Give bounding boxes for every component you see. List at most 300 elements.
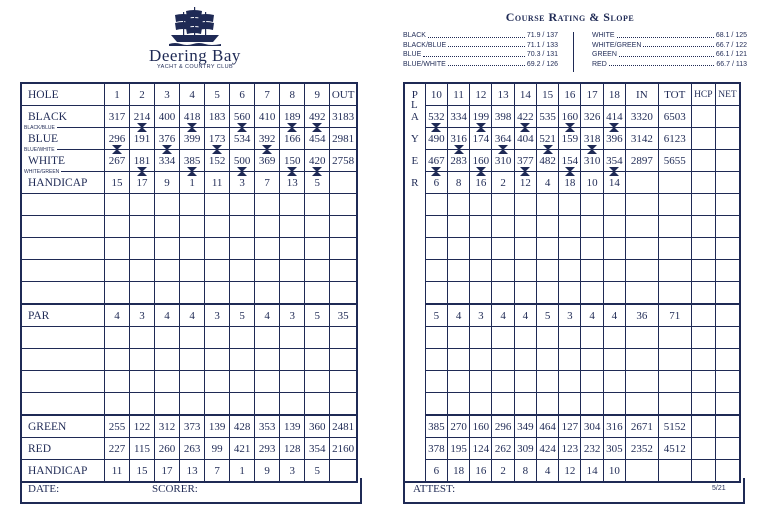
score-cell [130,393,155,416]
cell-value: 4 [500,309,506,322]
row-label [21,83,104,106]
score-cell [658,106,691,128]
cell-value: 3 [139,309,145,322]
cell-value: 400 [158,110,176,123]
cell-value: 6503 [663,110,686,123]
tee-marker-up-icon [312,127,322,132]
cell-value: 5 [239,309,245,322]
player-score-row [21,349,357,371]
cell-value: 420 [308,154,326,167]
rating-row: BLUE 70.3 / 131 [403,51,558,58]
score-cell [155,216,180,238]
score-cell [280,327,305,349]
score-cell [536,83,558,106]
player-letter: A [410,110,419,123]
score-cell [330,83,357,106]
score-cell [330,371,357,393]
score-cell [536,172,558,194]
score-cell [130,216,155,238]
cell-value: 160 [472,420,490,433]
score-cell [255,128,280,150]
score-cell [155,349,180,371]
tee-marker-up-icon [609,127,619,132]
score-cell [104,128,129,150]
score-cell [691,194,715,216]
score-cell [625,83,658,106]
rating-row: GREEN 66.1 / 121 [592,51,747,58]
score-cell [305,216,330,238]
score-cell [180,371,205,393]
cell-value: 14 [586,464,598,477]
score-cell [470,172,492,194]
score-cell [691,216,715,238]
score-cell [470,150,492,172]
cell-value: 500 [233,154,251,167]
score-cell [691,238,715,260]
score-cell [603,327,625,349]
score-cell [305,260,330,282]
score-cell [205,282,230,305]
cell-value: 1 [189,176,195,189]
score-cell [330,260,357,282]
score-cell [603,349,625,371]
rating-title: Course Rating & Slope [505,10,635,24]
cell-value: 521 [539,132,556,145]
cell-value: 17 [161,464,173,477]
cell-value: 9 [314,88,320,101]
score-cell [104,194,129,216]
score-cell [447,128,469,150]
attest-row [403,478,745,504]
cell-value: 9 [164,176,170,189]
cell-value: 318 [583,132,601,145]
cell-value: 399 [183,132,201,145]
cell-value: 191 [133,132,151,145]
cell-value: 13 [286,176,298,189]
score-cell [625,371,658,393]
cell-value: 260 [158,442,176,455]
back-nine-scorecard [403,82,741,483]
score-cell [716,282,741,305]
par-row [404,304,740,327]
score-cell [130,438,155,460]
score-cell [559,106,581,128]
cell-value: 304 [583,420,601,433]
cell-value: 183 [208,110,226,123]
player-score-row [404,393,740,416]
cell-value: 4 [189,309,195,322]
score-cell [470,216,492,238]
score-cell [514,371,536,393]
cell-value: 2352 [630,442,653,455]
score-cell [230,438,255,460]
score-cell [180,172,205,194]
score-cell [205,83,230,106]
score-cell [603,282,625,305]
cell-value: 296 [108,132,126,145]
header-value: P [411,88,418,101]
score-cell [130,260,155,282]
score-cell [691,260,715,282]
header-value: IN [636,88,648,101]
cell-value: 6 [433,464,440,477]
cell-value: 2 [139,88,145,101]
score-cell [603,194,625,216]
score-cell [470,194,492,216]
hole-row [21,83,357,106]
score-cell [305,415,330,438]
score-cell [305,282,330,305]
score-cell [205,327,230,349]
player-column-cell [404,98,425,128]
cell-value: 154 [561,154,579,167]
score-cell [447,216,469,238]
score-cell [514,349,536,371]
player-column-cell [404,327,425,349]
cell-value: 174 [472,132,490,145]
cell-value: 5152 [663,420,686,433]
score-cell [255,282,280,305]
score-cell [514,194,536,216]
cell-value: 5 [214,88,220,101]
cell-value: 3183 [332,110,355,123]
score-cell [447,415,469,438]
score-cell [104,150,129,172]
score-cell [255,194,280,216]
score-cell [716,128,741,150]
version-label: 5/21 [712,485,726,492]
score-cell [104,304,129,327]
player-score-row [404,194,740,216]
score-cell [514,393,536,416]
score-cell [155,150,180,172]
score-cell [255,393,280,416]
cell-value: 4 [544,464,551,477]
score-cell [280,150,305,172]
score-cell [581,106,603,128]
row-label [21,304,104,327]
score-cell [603,150,625,172]
player-column-cell [404,194,425,216]
cell-value: 115 [133,442,151,455]
score-cell [658,260,691,282]
score-cell [104,371,129,393]
score-cell [492,106,514,128]
score-cell [658,393,691,416]
score-cell [470,438,492,460]
score-cell [536,438,558,460]
score-cell [425,216,447,238]
cell-value: 5655 [663,154,686,167]
cell-value: 8 [522,464,529,477]
score-cell [536,106,558,128]
score-cell [470,371,492,393]
score-cell [658,282,691,305]
cell-value: 35 [337,309,349,322]
row-label [21,216,104,238]
cell-value: 421 [233,442,251,455]
score-cell [305,172,330,194]
score-cell [447,349,469,371]
score-cell [625,238,658,260]
score-cell [425,150,447,172]
header-value: 17 [586,88,598,101]
cell-value: 309 [517,442,534,455]
score-cell [514,216,536,238]
score-cell [691,327,715,349]
header-value: 12 [475,88,487,101]
score-cell [691,371,715,393]
score-cell [230,216,255,238]
score-cell [305,194,330,216]
cell-value: 378 [428,442,445,455]
score-cell [425,393,447,416]
cell-value: 195 [450,442,467,455]
cell-value: 310 [494,154,512,167]
score-cell [716,304,741,327]
score-cell [205,393,230,416]
cell-value: 189 [283,110,301,123]
score-cell [536,128,558,150]
black-tee-row [404,106,740,128]
score-cell [514,304,536,327]
score-cell [716,327,741,349]
score-cell [280,106,305,128]
row-label [21,438,104,460]
score-cell [230,327,255,349]
score-cell [104,349,129,371]
score-cell [104,260,129,282]
tee-marker-up-icon [609,171,619,176]
score-cell [425,83,447,106]
score-cell [691,128,715,150]
score-cell [536,194,558,216]
score-cell [447,393,469,416]
score-cell [205,438,230,460]
score-cell [691,282,715,305]
score-cell [205,304,230,327]
cell-value: 11 [211,176,223,189]
cell-value: 4 [264,309,270,322]
score-cell [514,282,536,305]
score-cell [230,349,255,371]
cell-value: 18 [453,464,465,477]
score-cell [658,304,691,327]
score-cell [255,106,280,128]
cell-value: 4512 [663,442,686,455]
cell-value: 2 [500,464,506,477]
tee-marker-up-icon [287,171,297,176]
score-cell [658,371,691,393]
score-cell [180,150,205,172]
score-cell [205,371,230,393]
player-column-cell [404,128,425,150]
score-cell [536,349,558,371]
score-cell [155,194,180,216]
cell-value: 122 [133,420,151,433]
score-cell [104,216,129,238]
score-cell [155,304,180,327]
cell-value: 10 [586,176,598,189]
player-letter: R [411,176,419,189]
score-cell [536,150,558,172]
score-cell [559,194,581,216]
score-cell [425,128,447,150]
cell-value: 16 [475,176,487,189]
score-cell [447,238,469,260]
cell-value: 6 [433,176,440,189]
score-cell [492,216,514,238]
score-cell [559,349,581,371]
score-cell [625,393,658,416]
cell-value: 364 [494,132,512,145]
rating-row: BLUE/WHITE 69.2 / 126 [403,60,558,68]
score-cell [425,282,447,305]
score-cell [625,415,658,438]
tee-marker-up-icon [520,171,530,176]
score-cell [305,371,330,393]
tee-marker-up-icon [543,149,553,154]
combo-tee-tag: WHITE/GREEN [24,169,60,175]
tee-marker-up-icon [312,171,322,176]
score-cell [581,393,603,416]
cell-value: 414 [606,110,623,123]
header-value: 10 [430,88,442,101]
score-cell [280,371,305,393]
ship-icon [167,5,223,47]
cell-value: 12 [564,464,576,477]
player-column-cell [404,172,425,194]
score-cell [470,282,492,305]
score-cell [716,238,741,260]
score-cell [625,260,658,282]
score-cell [658,194,691,216]
score-cell [205,216,230,238]
player-score-row [404,238,740,260]
score-cell [581,349,603,371]
row-label-text: GREEN [28,420,67,433]
score-cell [581,438,603,460]
row-label [21,282,104,305]
score-cell [658,216,691,238]
score-cell [625,128,658,150]
tee-marker-up-icon [112,149,122,154]
cell-value: 181 [133,154,151,167]
score-cell [130,371,155,393]
score-cell [514,327,536,349]
score-cell [155,415,180,438]
cell-value: 14 [608,176,620,189]
score-cell [104,415,129,438]
score-cell [514,83,536,106]
cell-value: 354 [308,442,326,455]
score-cell [691,349,715,371]
cell-value: 4 [589,309,595,322]
score-cell [492,438,514,460]
red-tee-row [404,438,740,460]
cell-value: 199 [472,110,490,123]
player-score-row [404,282,740,305]
score-cell [305,128,330,150]
score-cell [330,194,357,216]
player-score-row [21,327,357,349]
score-cell [305,238,330,260]
rating-left-column [403,31,558,69]
score-cell [492,83,514,106]
score-cell [425,194,447,216]
cell-value: 159 [561,132,579,145]
cell-value: 317 [108,110,126,123]
score-cell [425,238,447,260]
score-cell [581,282,603,305]
score-cell [305,150,330,172]
score-cell [155,327,180,349]
score-cell [581,327,603,349]
cell-value: 262 [494,442,512,455]
score-cell [470,106,492,128]
score-cell [716,415,741,438]
row-label [21,393,104,416]
score-cell [559,238,581,260]
row-label [21,238,104,260]
score-cell [625,194,658,216]
score-cell [581,238,603,260]
score-cell [155,371,180,393]
score-cell [514,438,536,460]
score-cell [536,327,558,349]
score-cell [559,371,581,393]
player-column-cell [404,349,425,371]
score-cell [255,216,280,238]
score-cell [716,349,741,371]
score-cell [492,304,514,327]
cell-value: 482 [539,154,556,167]
cell-value: 396 [606,132,623,145]
score-cell [447,150,469,172]
score-cell [205,349,230,371]
score-cell [559,150,581,172]
score-cell [625,327,658,349]
tee-marker-up-icon [565,127,575,132]
cell-value: 124 [472,442,490,455]
cell-value: 16 [475,464,487,477]
score-cell [559,128,581,150]
cell-value: 8 [289,88,295,101]
cell-value: 267 [108,154,126,167]
score-cell [305,106,330,128]
player-score-row [21,393,357,416]
cell-value: 15 [136,464,148,477]
score-cell [625,172,658,194]
cell-value: 2758 [332,154,355,167]
score-cell [280,304,305,327]
cell-value: 334 [158,154,176,167]
score-cell [130,282,155,305]
cell-value: 424 [539,442,556,455]
score-cell [691,150,715,172]
cell-value: 139 [208,420,226,433]
score-cell [305,304,330,327]
score-cell [130,238,155,260]
row-label [21,415,104,438]
score-cell [305,349,330,371]
score-cell [280,349,305,371]
score-cell [603,106,625,128]
score-cell [104,106,129,128]
score-cell [716,172,741,194]
cell-value: 377 [517,154,534,167]
row-label-text: HANDICAP [28,464,88,477]
